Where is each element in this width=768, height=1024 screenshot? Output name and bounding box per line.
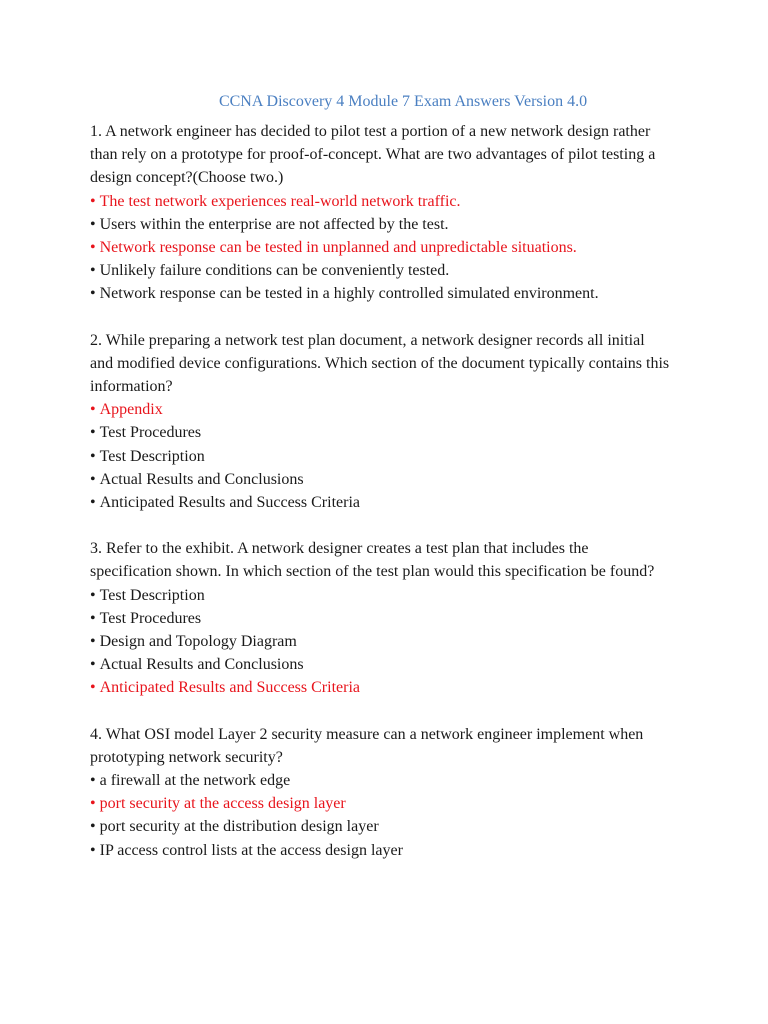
answer-option: • a firewall at the network edge (90, 769, 728, 792)
question-stem: 2. While preparing a network test plan document, a network designer records all initial and modified device configurations. Which section of the document typically contains this information? (90, 331, 670, 396)
question-2 (90, 329, 728, 515)
answer-option: • Test Procedures (90, 607, 728, 630)
answer-option: • Anticipated Results and Success Criteria (90, 491, 728, 514)
answer-option: • IP access control lists at the access design layer (90, 839, 728, 862)
question-1 (90, 120, 728, 306)
answer-option: • Test Procedures (90, 421, 728, 444)
answer-option-correct: • Network response can be tested in unplanned and unpredictable situations. (90, 236, 728, 259)
answer-option: • Network response can be tested in a highly controlled simulated environment. (90, 282, 728, 305)
answer-option: • port security at the distribution design layer (90, 815, 728, 838)
answer-option: • Actual Results and Conclusions (90, 653, 728, 676)
answer-option: • Test Description (90, 445, 728, 468)
answer-option: • Actual Results and Conclusions (90, 468, 728, 491)
answer-option: • Test Description (90, 584, 728, 607)
answer-option-correct: • port security at the access design layer (90, 792, 728, 815)
question-3 (90, 537, 728, 699)
answer-option-correct: • The test network experiences real-world network traffic. (90, 190, 728, 213)
answer-option-correct: • Appendix (90, 398, 728, 421)
answer-option: • Design and Topology Diagram (90, 630, 728, 653)
question-stem: 4. What OSI model Layer 2 security measure can a network engineer implement when prototyping network security? (90, 725, 644, 766)
question-stem: 1. A network engineer has decided to pilot test a portion of a new network design rather than rely on a prototype for proof-of-concept. What are two advantages of pilot testing a design concept?(Choose two.) (90, 123, 656, 187)
answer-option: • Unlikely failure conditions can be conveniently tested. (90, 259, 728, 282)
question-stem: 3. Refer to the exhibit. A network designer creates a test plan that includes the specification shown. In which section of the test plan would this specification be found? (90, 540, 655, 581)
answer-option-correct: • Anticipated Results and Success Criteria (90, 676, 728, 699)
document-title: CCNA Discovery 4 Module 7 Exam Answers Version 4.0 (218, 93, 588, 110)
question-4 (90, 723, 728, 862)
answer-option: • Users within the enterprise are not affected by the test. (90, 213, 728, 236)
